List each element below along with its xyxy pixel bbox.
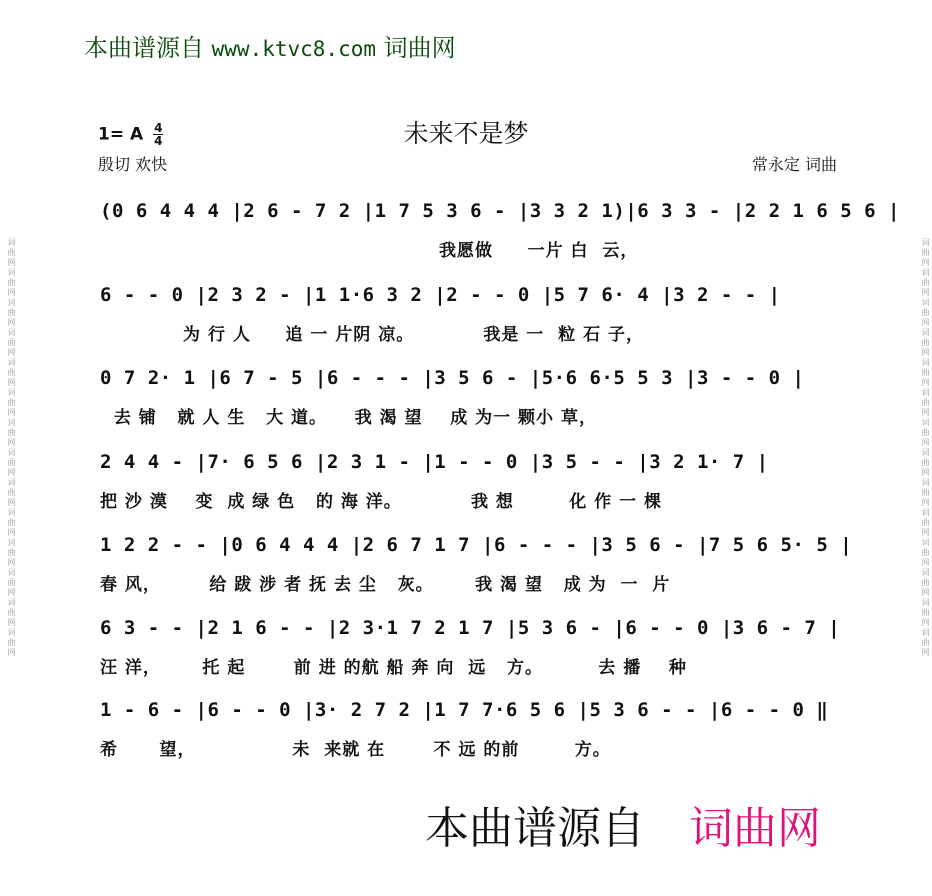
lyrics-row: 春 风， 给 跋 涉 者 抚 去 尘 灰。 我 渴 望 成 为 一 片 bbox=[100, 575, 671, 595]
lyrics-row: 汪 洋， 托 起 前 进 的航 船 奔 向 远 方。 去 播 种 bbox=[100, 658, 687, 678]
source-site-name: 词曲网 bbox=[383, 34, 456, 62]
lyrics-row: 去 铺 就 人 生 大 道。 我 渴 望 成 为一 颗小 草， bbox=[100, 408, 597, 428]
staff-line-5 bbox=[0, 534, 932, 618]
composer-credit: 常永定 词曲 bbox=[751, 155, 837, 174]
lyrics-row: 为 行 人 追 一 片阴 凉。 我是 一 粒 石 子， bbox=[100, 325, 644, 345]
notation-row: 6 3 - - |2 1 6 - - |2 3·1 7 2 1 7 |5 3 6 - |6 - - 0 |3 6 - 7 | bbox=[100, 617, 841, 639]
source-header bbox=[84, 28, 456, 63]
staff-line-6 bbox=[0, 617, 932, 701]
lyrics-row: 我愿做 一片 白 云， bbox=[100, 241, 639, 261]
staff-line-1 bbox=[0, 200, 932, 284]
time-signature-top: 4 bbox=[154, 121, 163, 135]
source-prefix: 本曲谱源自 bbox=[84, 34, 204, 62]
watermark-right: 词曲网词曲网词曲网词曲网词曲网词曲网词曲网词曲网词曲网词曲网词曲网词曲网词曲网词曲网 bbox=[921, 238, 930, 658]
key-label: 1= A bbox=[98, 124, 144, 145]
footer-prefix: 本曲谱源自 bbox=[425, 803, 645, 854]
notation-row: 0 7 2· 1 |6 7 - 5 |6 - - - |3 5 6 - |5·6 6·5 5 3 |3 - - 0 | bbox=[100, 367, 805, 389]
notation-row: 6 - - 0 |2 3 2 - |1 1·6 3 2 |2 - - 0 |5 7 6· 4 |3 2 - - | bbox=[100, 284, 781, 306]
staff-line-3 bbox=[0, 367, 932, 451]
key-signature bbox=[98, 122, 163, 147]
notation-row: 2 4 4 - |7· 6 5 6 |2 3 1 - |1 - - 0 |3 5 - - |3 2 1· 7 | bbox=[100, 451, 769, 473]
notation-row: (0 6 4 4 4 |2 6 - 7 2 |1 7 5 3 6 - |3 3 2 1)|6 3 3 - |2 2 1 6 5 6 | bbox=[100, 200, 900, 222]
notation-row: 1 - 6 - |6 - - 0 |3· 2 7 2 |1 7 7·6 5 6 |5 3 6 - - |6 - - 0 ‖ bbox=[100, 699, 829, 721]
staff-line-7 bbox=[0, 699, 932, 783]
notation-row: 1 2 2 - - |0 6 4 4 4 |2 6 7 1 7 |6 - - - |3 5 6 - |7 5 6 5· 5 | bbox=[100, 534, 853, 556]
song-title: 未来不是梦 bbox=[403, 119, 529, 148]
watermark-left: 词曲网词曲网词曲网词曲网词曲网词曲网词曲网词曲网词曲网词曲网词曲网词曲网词曲网词曲网 bbox=[7, 238, 16, 658]
staff-line-4 bbox=[0, 451, 932, 535]
time-signature bbox=[153, 122, 163, 147]
source-url[interactable]: www.ktvc8.com bbox=[211, 37, 377, 61]
tempo-marking: 殷切 欢快 bbox=[98, 155, 168, 174]
time-signature-bottom: 4 bbox=[154, 134, 163, 148]
source-footer bbox=[425, 792, 821, 856]
lyrics-row: 把 沙 漠 变 成 绿 色 的 海 洋。 我 想 化 作 一 棵 bbox=[100, 492, 662, 512]
lyrics-row: 希 望， 未 来就 在 不 远 的前 方。 bbox=[100, 740, 611, 760]
staff-line-2 bbox=[0, 284, 932, 368]
footer-site-name[interactable]: 词曲网 bbox=[689, 803, 821, 854]
